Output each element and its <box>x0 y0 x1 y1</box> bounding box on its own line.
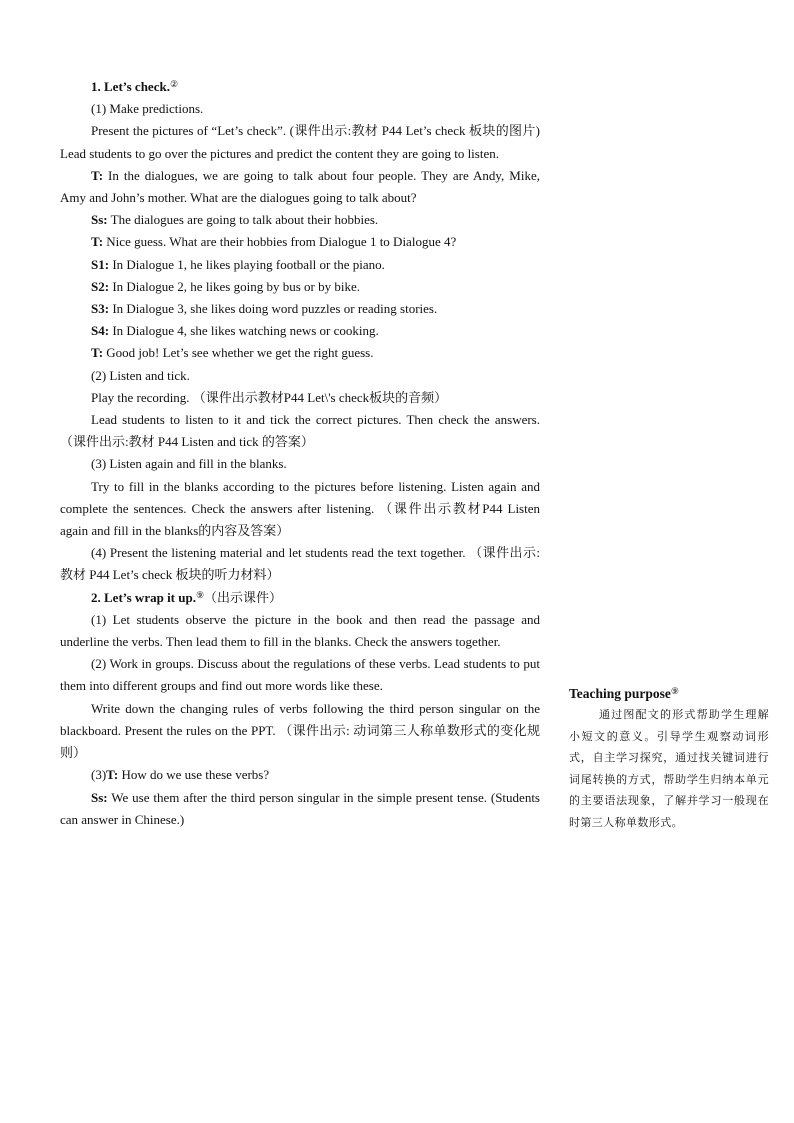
s1-1-text: Present the pictures of “Let’s check”. (课件出示:教材 P44 Let’s check 板块的图片) Lead students to go over the pictures and predict the content they are going to listen. <box>60 123 540 161</box>
s2-2b-text: Write down the changing rules of verbs following the third person singular on the blackboard. Present the rules on the PPT. （课件出示: 动词第三人称单数形式的变化规则） <box>60 700 540 761</box>
dialogue-line <box>60 276 540 298</box>
s1-2-text: Lead students to listen to it and tick the correct pictures. Then check the answers. （课件出示:教材 P44 Listen and tick 的答案） <box>60 412 540 450</box>
s2-3-question <box>60 764 540 786</box>
dialogue-line <box>60 165 540 209</box>
dialogue-speaker: Ss: <box>91 212 108 228</box>
dialogue-speaker: S1: <box>91 256 110 272</box>
dialogue-line <box>60 320 540 342</box>
dialogue-speaker: T: <box>91 167 104 183</box>
lesson-plan-main <box>60 76 540 831</box>
s1-2-play: Play the recording. （课件出示教材P44 Let\'s check板块的音频） <box>91 389 448 405</box>
dialogue-speaker: T: <box>91 345 104 361</box>
section2-heading <box>60 587 540 609</box>
dialogue-line <box>60 254 540 276</box>
dialogue-text: In Dialogue 3, she likes doing word puzzles or reading stories. <box>109 301 438 317</box>
section2-mark: ⑨ <box>195 589 205 600</box>
dialogue-text: In Dialogue 1, he likes playing football or the piano. <box>109 256 385 272</box>
dialogue-text: In the dialogues, we are going to talk about four people. They are Andy, Mike, Amy and John’s mother. What are the dialogues going to talk about? <box>60 167 540 206</box>
s2-3-prefix: (3) <box>91 767 107 783</box>
dialogue-text: How do we use these verbs? <box>118 767 270 783</box>
teaching-purpose-mark: ⑨ <box>670 686 679 696</box>
teaching-purpose-title <box>569 684 769 704</box>
dialogue-text: The dialogues are going to talk about their hobbies. <box>107 212 379 228</box>
dialogue-text: In Dialogue 2, he likes going by bus or by bike. <box>109 278 360 294</box>
dialogue-speaker: S4: <box>91 323 110 339</box>
dialogue-text: In Dialogue 4, she likes watching news or cooking. <box>109 323 379 339</box>
dialogue-speaker: S2: <box>91 278 110 294</box>
s2-2-text: (2) Work in groups. Discuss about the regulations of these verbs. Lead students to put them into different groups and find out more words like these. <box>60 656 540 694</box>
dialogue-speaker: Ss: <box>91 789 108 805</box>
dialogue-speaker: T: <box>106 767 119 783</box>
teaching-purpose-label: Teaching purpose <box>569 686 671 701</box>
dialogue-line <box>60 209 540 231</box>
teaching-purpose-panel <box>569 684 769 834</box>
section2-title: 2. Let’s wrap it up. <box>91 589 196 605</box>
dialogue-text: Nice guess. What are their hobbies from Dialogue 1 to Dialogue 4? <box>103 234 457 250</box>
dialogue-line <box>60 342 540 364</box>
dialogue-speaker: T: <box>91 234 104 250</box>
section1-title: 1. Let’s check. <box>91 79 170 94</box>
dialogue-line <box>60 298 540 320</box>
s2-3-answer <box>60 787 540 831</box>
section1-mark: ② <box>169 79 179 89</box>
teaching-purpose-body: 通过图配文的形式帮助学生理解小短文的意义。引导学生观察动词形式，自主学习探究，通过找关键词进行词尾转换的方式，帮助学生归纳本单元的主要语法现象，了解并学习一般现在时第三人称单数形式。 <box>569 708 769 829</box>
section1-heading <box>60 76 540 98</box>
section2-note: （出示课件） <box>204 589 283 605</box>
s1-3-text: Try to fill in the blanks according to the pictures before listening. Listen again and complete the sentences. Check the answers after listening. （课件出示教材P44 Listen again and fill in the blanks的内容及答案） <box>60 478 540 539</box>
dialogue-line <box>60 231 540 253</box>
dialogue-speaker: S3: <box>91 301 110 317</box>
s1-2-heading: (2) Listen and tick. <box>91 367 190 383</box>
dialogue-text: We use them after the third person singular in the simple present tense. (Students can answer in Chinese.) <box>60 789 540 827</box>
s1-1-heading: (1) Make predictions. <box>91 101 204 117</box>
s1-4-text: (4) Present the listening material and let students read the text together. （课件出示:教材 P44 Let’s check 板块的听力材料） <box>60 545 540 583</box>
dialogue-text: Good job! Let’s see whether we get the right guess. <box>103 345 374 361</box>
s1-3-heading: (3) Listen again and fill in the blanks. <box>91 456 287 472</box>
s2-1-text: (1) Let students observe the picture in the book and then read the passage and underline the verbs. Then lead them to fill in the blanks. Check the answers together. <box>60 611 540 650</box>
